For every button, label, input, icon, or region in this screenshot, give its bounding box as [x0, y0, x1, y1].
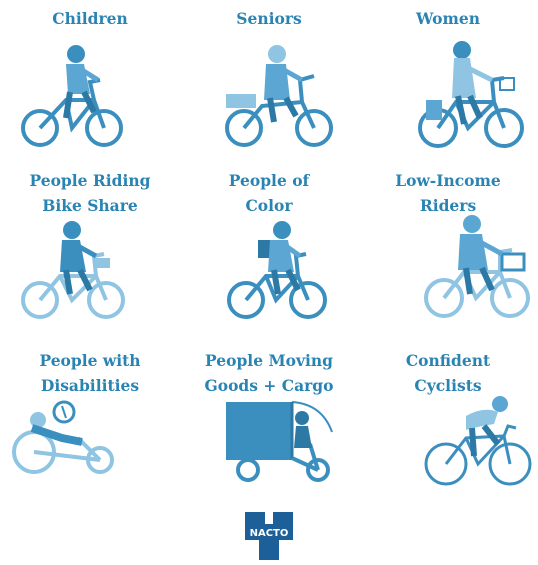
road-cyclist-icon	[422, 392, 534, 488]
senior-on-electric-bike-icon	[222, 40, 337, 150]
category-label: People Riding Bike Share	[29, 171, 151, 215]
bike-share-rider-icon	[18, 220, 128, 320]
rider-with-basket-icon	[422, 214, 532, 320]
nacto-logo-icon	[245, 512, 293, 560]
category-label: Low-Income Riders	[395, 171, 501, 215]
cargo-trike-icon	[222, 398, 340, 486]
rider-with-backpack-icon	[222, 220, 332, 320]
handcycle-rider-icon	[12, 398, 127, 478]
category-label: People of Color	[228, 171, 310, 215]
child-on-bike-icon	[18, 40, 128, 150]
category-label: Children	[52, 9, 128, 28]
category-label: People with Disabilities	[39, 351, 141, 395]
nacto-logo-text: NACTO	[249, 528, 289, 539]
category-label: Women	[415, 9, 480, 28]
category-label: Confident Cyclists	[405, 351, 491, 395]
category-label: People Moving Goods + Cargo	[204, 351, 334, 395]
woman-on-city-bike-icon	[412, 40, 527, 150]
category-label: Seniors	[236, 9, 302, 28]
